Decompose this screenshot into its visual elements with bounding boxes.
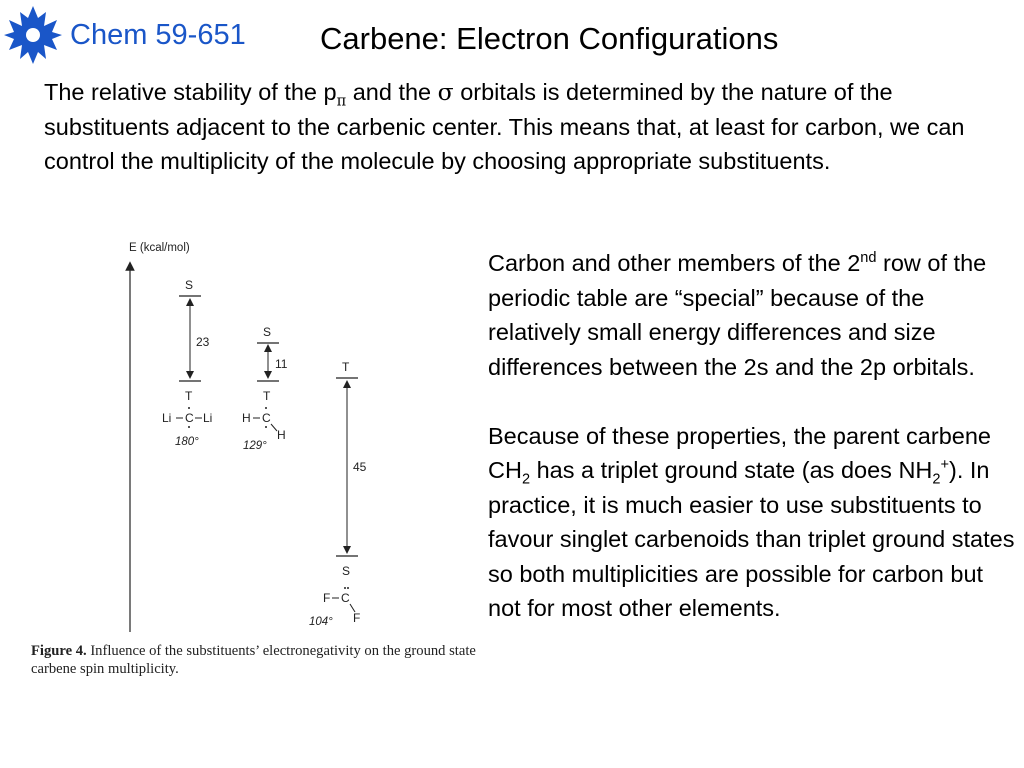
h-gap-value: 11: [275, 357, 288, 371]
triplet-ground-state-paragraph: [488, 419, 1018, 626]
figure-caption-text: Influence of the substituents’ electronegativity on the ground state carbene spin multiplicity.: [31, 643, 476, 677]
li-carbon-atom: C: [185, 411, 194, 425]
h-carbon-atom: C: [262, 411, 271, 425]
energy-diagram: [25, 232, 475, 632]
nh2-subscript: 2: [932, 471, 941, 488]
figure-caption: [31, 642, 477, 678]
f-right-atom: F: [353, 611, 361, 625]
axis-label: E (kcal/mol): [129, 242, 190, 254]
slide-title: Carbene: Electron Configurations: [320, 21, 779, 56]
course-title: Chem 59-651: [70, 19, 246, 51]
li-triplet-label: T: [185, 389, 193, 403]
nd-superscript: nd: [860, 250, 877, 267]
intro-text-2: and the: [346, 79, 438, 105]
h-right-atom: H: [277, 428, 286, 442]
li-angle: 180°: [175, 436, 199, 448]
special-row-paragraph: [488, 246, 1018, 384]
nh2-charge-superscript: +: [940, 457, 950, 474]
special-row-text-1: Carbon and other members of the 2: [488, 250, 861, 276]
f-left-atom: F: [323, 591, 331, 605]
li-electron-bottom: [188, 426, 190, 428]
intro-text-3: orbitals is determined by the nature of the substituents adjacent to the carbenic center. This means that, at least for carbon, we can control the multiplicity of the molecule by choosing appropriate substituents.: [44, 79, 965, 174]
h-electron-top: [265, 407, 267, 409]
triplet-text-2: has a triplet ground state (as does NH: [530, 457, 933, 483]
li-singlet-label: S: [185, 278, 194, 292]
li-left-atom: Li: [162, 411, 172, 425]
li-gap-value: 23: [196, 335, 210, 349]
f-electron-top-1: [344, 587, 346, 589]
f-carbon-atom: C: [341, 591, 350, 605]
f-gap-value: 45: [353, 460, 367, 474]
f-electron-top-2: [347, 587, 349, 589]
f-triplet-label: T: [342, 360, 350, 374]
pi-symbol: π: [336, 92, 347, 110]
triplet-text-1: Because of these properties, the parent carbene CH: [488, 422, 991, 483]
li-electron-top: [188, 407, 190, 409]
h-electron-bottom: [265, 426, 267, 428]
figure-caption-label: Figure 4.: [31, 643, 87, 659]
li-right-atom: Li: [203, 411, 213, 425]
ch2-subscript: 2: [521, 471, 531, 488]
special-row-text-2: row of the periodic table are “special” because of the relatively small energy differences and size differences between the 2s and the 2p orbitals.: [488, 250, 987, 380]
sigma-symbol: σ: [437, 78, 454, 106]
h-singlet-label: S: [263, 325, 272, 339]
h-triplet-label: T: [263, 389, 271, 403]
maple-leaf-icon: [2, 4, 64, 66]
right-column: [488, 246, 1018, 626]
intro-text-1: The relative stability of the p: [44, 79, 337, 105]
h-angle: 129°: [243, 440, 267, 452]
intro-paragraph: [44, 75, 974, 179]
h-left-atom: H: [242, 411, 251, 425]
f-singlet-label: S: [342, 564, 351, 578]
energy-diagram-figure: [25, 232, 475, 692]
f-angle: 104°: [309, 616, 333, 628]
triplet-text-3: ). In practice, it is much easier to use substituents to favour singlet carbenoids than triplet ground states so both multiplicities are possible for carbon but not for most other elements.: [488, 457, 1015, 621]
